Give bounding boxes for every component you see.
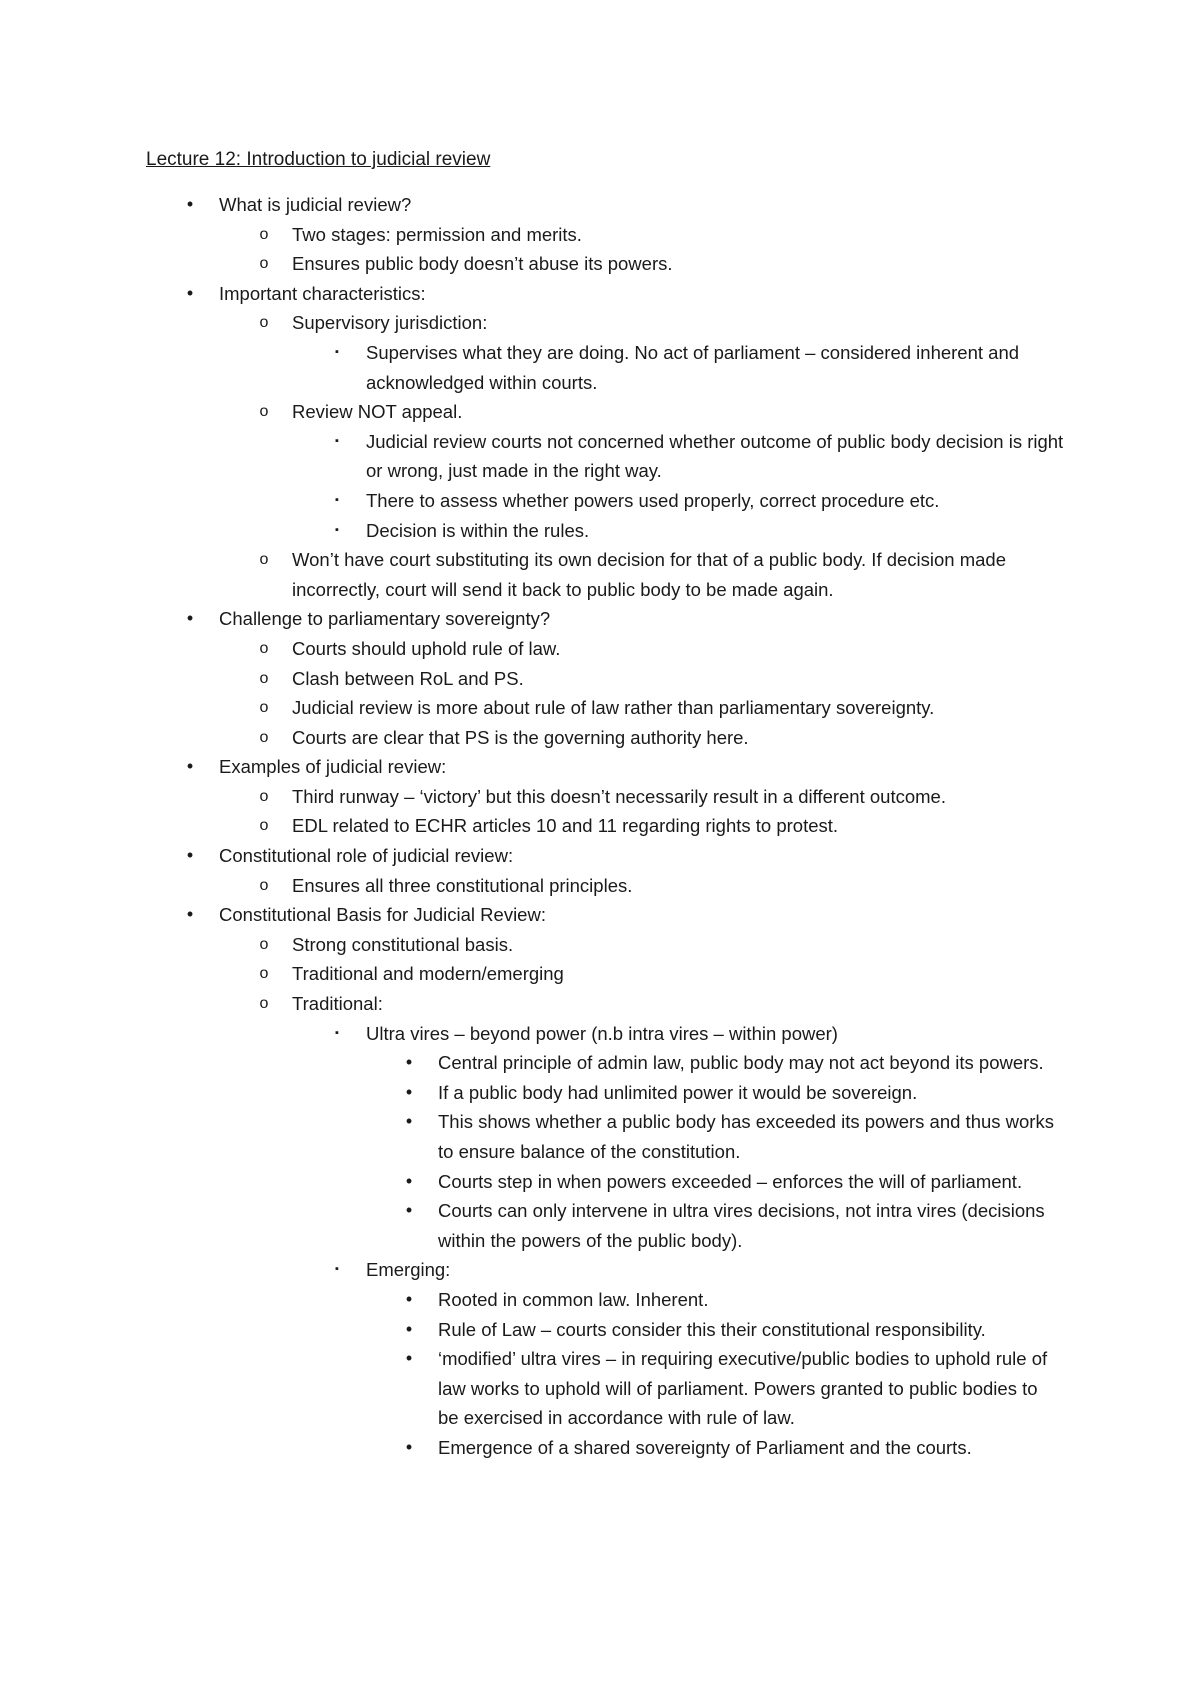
list-item-text: Important characteristics: xyxy=(219,282,426,304)
notes-list xyxy=(0,190,1200,1463)
bullet-marker: o xyxy=(259,551,269,569)
list-item xyxy=(0,1433,1200,1463)
list-item xyxy=(0,1167,1200,1197)
list-item-text: Constitutional Basis for Judicial Review: xyxy=(219,904,546,926)
list-item-text: Rooted in common law. Inherent. xyxy=(438,1288,709,1310)
bullet-marker: o xyxy=(259,639,269,657)
bullet-marker: • xyxy=(405,1170,413,1191)
list-item xyxy=(0,811,1200,841)
list-item-text: Ensures public body doesn’t abuse its powers. xyxy=(292,253,673,275)
bullet-marker: o xyxy=(259,787,269,805)
list-item-text: This shows whether a public body has exceeded its powers and thus works to ensure balance of the constitution. xyxy=(438,1111,1054,1162)
bullet-marker: • xyxy=(405,1288,413,1309)
list-item-text: Ultra vires – beyond power (n.b intra vires – within power) xyxy=(366,1022,838,1044)
list-item-text: Traditional and modern/emerging xyxy=(292,963,564,985)
bullet-marker: o xyxy=(259,728,269,746)
bullet-marker: ▪ xyxy=(335,345,339,358)
list-item xyxy=(0,308,1200,338)
list-item xyxy=(0,1315,1200,1345)
list-item xyxy=(0,1285,1200,1315)
bullet-marker: • xyxy=(405,1200,413,1221)
bullet-marker: ▪ xyxy=(335,493,339,506)
bullet-marker: ▪ xyxy=(335,523,339,536)
list-item-text: Courts step in when powers exceeded – enforces the will of parliament. xyxy=(438,1170,1023,1192)
list-item-text: What is judicial review? xyxy=(219,194,412,215)
list-item xyxy=(0,249,1200,279)
bullet-marker: ▪ xyxy=(335,1263,339,1276)
list-item xyxy=(0,486,1200,516)
list-item xyxy=(0,1344,1200,1433)
list-item-text: Won’t have court substituting its own decision for that of a public body. If decision made incorrectly, court will send it back to public body to be made again. xyxy=(292,549,1007,600)
list-item-text: Judicial review is more about rule of law rather than parliamentary sovereignty. xyxy=(292,697,935,719)
list-item xyxy=(0,693,1200,723)
list-item-text: Third runway – ‘victory’ but this doesn’t necessarily result in a different outcome. xyxy=(292,785,946,807)
page-title: Lecture 12: Introduction to judicial review xyxy=(146,149,491,170)
list-item-text: Supervises what they are doing. No act of parliament – considered inherent and acknowledged within courts. xyxy=(366,341,1020,393)
list-item xyxy=(0,516,1200,546)
bullet-marker: • xyxy=(186,756,194,777)
list-item xyxy=(0,782,1200,812)
bullet-marker: • xyxy=(405,1318,413,1339)
list-item-text: Central principle of admin law, public body may not act beyond its powers. xyxy=(438,1052,1044,1074)
bullet-marker: o xyxy=(259,817,269,835)
bullet-marker: o xyxy=(259,935,269,953)
list-item-text: Courts can only intervene in ultra vires decisions, not intra vires (decisions within the powers of the public body). xyxy=(438,1200,1045,1251)
list-item xyxy=(0,190,1200,220)
list-item xyxy=(0,545,1200,604)
list-item xyxy=(0,664,1200,694)
list-item xyxy=(0,1107,1200,1166)
list-item xyxy=(0,397,1200,427)
list-item xyxy=(0,427,1200,486)
list-item xyxy=(0,220,1200,250)
list-item-text: If a public body had unlimited power it would be sovereign. xyxy=(438,1081,918,1103)
list-item-text: Strong constitutional basis. xyxy=(292,933,514,955)
list-item xyxy=(0,1048,1200,1078)
bullet-marker: ▪ xyxy=(335,1026,339,1039)
list-item-text: Rule of Law – courts consider this their constitutional responsibility. xyxy=(438,1318,986,1340)
list-item-text: Supervisory jurisdiction: xyxy=(292,312,488,334)
list-item-text: Traditional: xyxy=(292,993,383,1015)
bullet-marker: • xyxy=(405,1111,413,1132)
list-item xyxy=(0,841,1200,871)
list-item-text: Challenge to parliamentary sovereignty? xyxy=(219,608,551,630)
list-item xyxy=(0,1019,1200,1049)
list-item-text: There to assess whether powers used properly, correct procedure etc. xyxy=(366,489,940,511)
list-item xyxy=(0,959,1200,989)
bullet-marker: • xyxy=(405,1348,413,1369)
list-item xyxy=(0,723,1200,753)
list-item xyxy=(0,989,1200,1019)
bullet-marker: • xyxy=(405,1052,413,1073)
list-item-text: Emergence of a shared sovereignty of Parliament and the courts. xyxy=(438,1436,972,1458)
bullet-marker: • xyxy=(186,194,194,214)
list-item xyxy=(0,604,1200,634)
list-item xyxy=(0,1255,1200,1285)
list-item-text: EDL related to ECHR articles 10 and 11 regarding rights to protest. xyxy=(292,815,839,837)
list-item-text: Ensures all three constitutional principles. xyxy=(292,874,633,896)
bullet-marker: o xyxy=(259,314,269,332)
list-item xyxy=(0,338,1200,397)
bullet-marker: o xyxy=(259,669,269,687)
list-item-text: Two stages: permission and merits. xyxy=(292,223,582,245)
bullet-marker: o xyxy=(259,255,269,273)
list-item xyxy=(0,871,1200,901)
bullet-marker: o xyxy=(259,699,269,717)
bullet-marker: • xyxy=(405,1436,413,1457)
list-item xyxy=(0,279,1200,309)
list-item xyxy=(0,752,1200,782)
list-item-text: Clash between RoL and PS. xyxy=(292,667,524,689)
list-item-text: Review NOT appeal. xyxy=(292,401,463,423)
list-item xyxy=(0,930,1200,960)
bullet-marker: • xyxy=(186,904,194,925)
list-item-text: Examples of judicial review: xyxy=(219,756,447,778)
list-item-text: Decision is within the rules. xyxy=(366,519,590,541)
bullet-marker: • xyxy=(186,608,194,629)
list-item xyxy=(0,900,1200,930)
bullet-marker: • xyxy=(405,1081,413,1102)
list-item xyxy=(0,1078,1200,1108)
list-item xyxy=(0,1196,1200,1255)
bullet-marker: o xyxy=(259,225,269,243)
list-item-text: Judicial review courts not concerned whether outcome of public body decision is right or wrong, just made in the right way. xyxy=(366,430,1064,482)
bullet-marker: o xyxy=(259,965,269,983)
bullet-marker: • xyxy=(186,282,194,303)
list-item-text: Courts should uphold rule of law. xyxy=(292,637,561,659)
list-item xyxy=(0,634,1200,664)
bullet-marker: o xyxy=(259,995,269,1013)
bullet-marker: ▪ xyxy=(335,434,339,447)
list-item-text: Emerging: xyxy=(366,1259,451,1281)
list-item-text: ‘modified’ ultra vires – in requiring executive/public bodies to uphold rule of law works to uphold will of parliament. Powers granted to public bodies to be exercised in accordance with rule of law. xyxy=(438,1348,1048,1429)
bullet-marker: o xyxy=(259,876,269,894)
bullet-marker: • xyxy=(186,845,194,866)
bullet-marker: o xyxy=(259,403,269,421)
list-item-text: Courts are clear that PS is the governing authority here. xyxy=(292,726,749,748)
list-item-text: Constitutional role of judicial review: xyxy=(219,845,514,867)
